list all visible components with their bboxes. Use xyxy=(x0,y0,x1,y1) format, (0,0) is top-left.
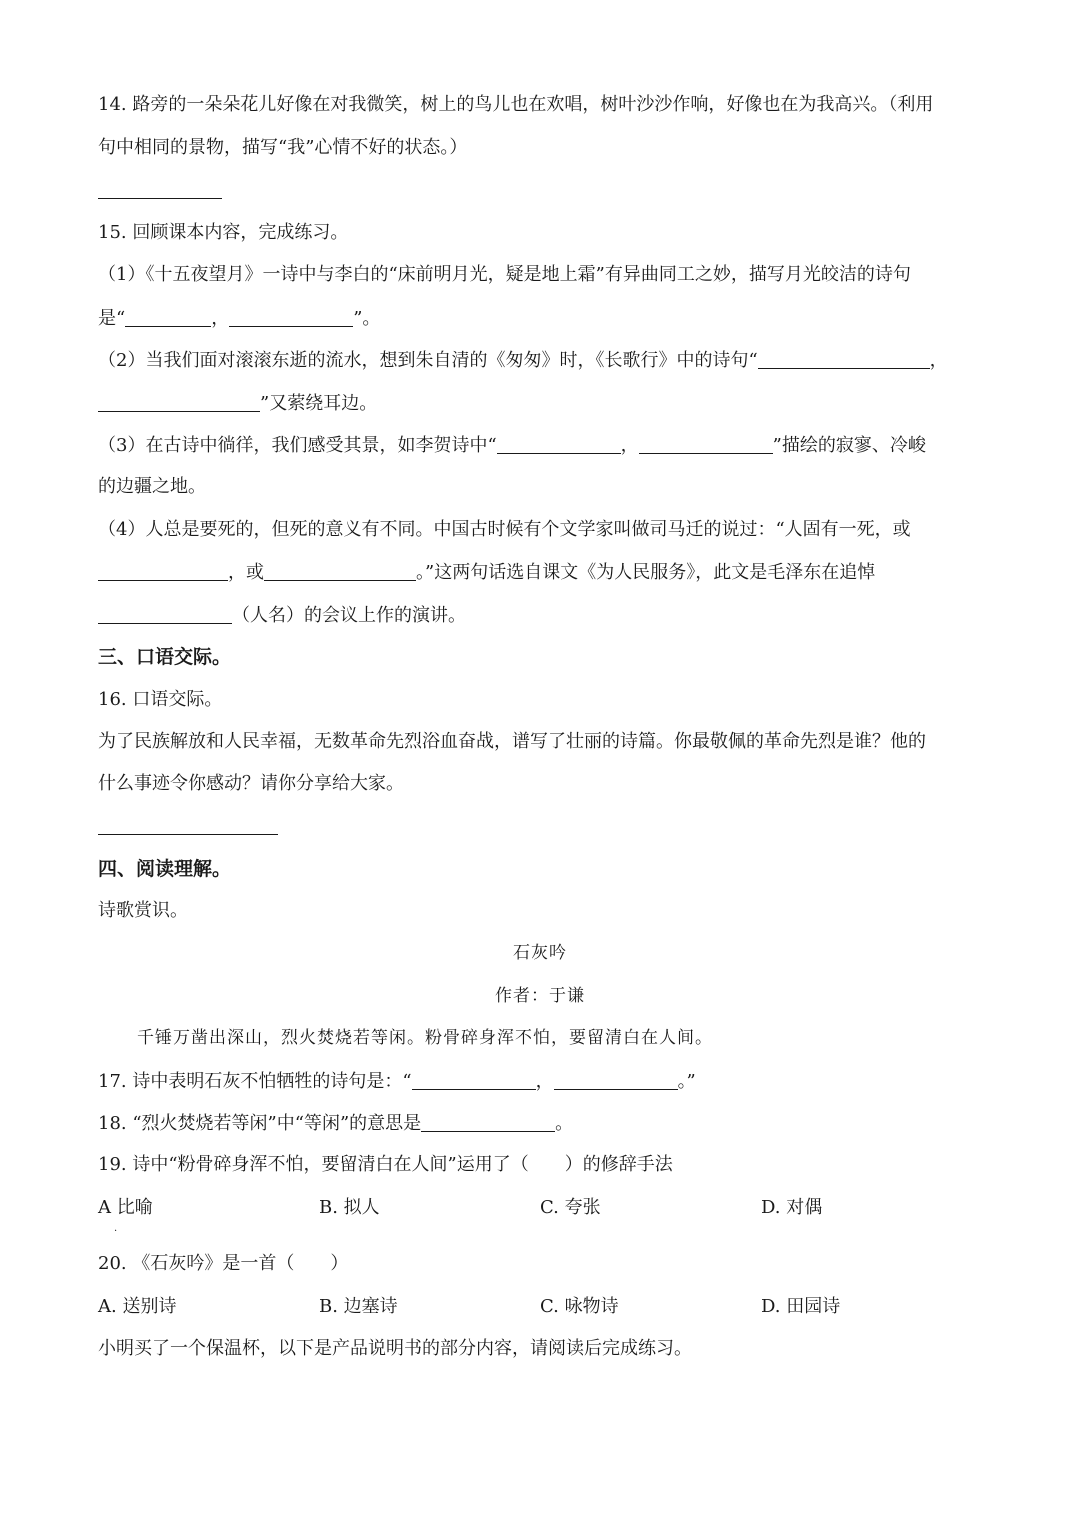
q18-line xyxy=(98,1111,988,1136)
q20-question: 20. 《石灰吟》是一首（ ） xyxy=(98,1253,349,1274)
q15-part3-line-2: 的边疆之地。 xyxy=(98,476,206,497)
q15-part1-suffix: ”。 xyxy=(353,308,381,329)
q15-part1-comma: ， xyxy=(211,308,230,329)
q16-answer-line[interactable] xyxy=(98,834,278,835)
poem-author: 作者：于谦 xyxy=(495,986,585,1006)
q18-suffix: 。 xyxy=(555,1113,574,1134)
q18-blank[interactable] xyxy=(421,1111,555,1132)
section-4-heading: 四、阅读理解。 xyxy=(98,858,232,880)
q15-part4-blank-3[interactable] xyxy=(98,603,232,624)
q14-line-2: 句中相同的景物，描写“我”心情不好的状态。） xyxy=(98,137,468,158)
q15-part3-comma: ， xyxy=(620,435,639,456)
q15-part3-blank-2[interactable] xyxy=(639,433,773,454)
q19-option-d[interactable]: D. 对偶 xyxy=(761,1197,823,1218)
q17-suffix: 。” xyxy=(677,1071,696,1092)
q15-part3-text: （3）在古诗中徜徉，我们感受其景，如李贺诗中“ xyxy=(98,435,497,456)
q17-blank-1[interactable] xyxy=(412,1069,536,1090)
closing-text: 小明买了一个保温杯，以下是产品说明书的部分内容，请阅读后完成练习。 xyxy=(98,1338,692,1359)
q15-part2-blank-2[interactable] xyxy=(98,391,260,412)
q15-part4-line-3 xyxy=(98,603,988,628)
q18-text: 18. “烈火焚烧若等闲”中“等闲”的意思是 xyxy=(98,1113,422,1134)
q19-option-a[interactable]: A 比喻 xyxy=(98,1197,153,1218)
q15-part2-line-1 xyxy=(98,348,988,373)
q15-part2-comma: ， xyxy=(929,350,948,371)
q20-option-c[interactable]: C. 咏物诗 xyxy=(540,1296,619,1317)
q15-part4-line-1: （4）人总是要死的，但死的意义有不同。中国古时候有个文学家叫做司马迁的说过：“人固有一死，或 xyxy=(98,519,911,540)
q15-title: 15. 回顾课本内容，完成练习。 xyxy=(98,222,349,243)
q20-option-b[interactable]: B. 边塞诗 xyxy=(319,1296,398,1317)
q15-part1-prefix: 是“ xyxy=(98,308,126,329)
poem-title: 石灰吟 xyxy=(513,943,567,963)
q16-line-2: 什么事迹令你感动？请你分享给大家。 xyxy=(98,773,404,794)
q15-part3-blank-1[interactable] xyxy=(497,433,621,454)
q15-part4-or: ，或 xyxy=(228,562,264,583)
q15-part2-line-2 xyxy=(98,391,988,416)
q15-part2-blank-1[interactable] xyxy=(758,348,930,369)
q15-part3-suffix: ”描绘的寂寥、冷峻 xyxy=(772,435,926,456)
q20-option-d[interactable]: D. 田园诗 xyxy=(761,1296,841,1317)
q19-option-c[interactable]: C. 夸张 xyxy=(540,1197,601,1218)
q17-text: 17. 诗中表明石灰不怕牺牲的诗句是：“ xyxy=(98,1071,412,1092)
poem-text: 千锤万凿出深山，烈火焚烧若等闲。粉骨碎身浑不怕，要留清白在人间。 xyxy=(137,1028,713,1048)
q14-line-1: 14. 路旁的一朵朵花儿好像在对我微笑，树上的鸟儿也在欢唱，树叶沙沙作响，好像也在为我高兴。（利用 xyxy=(98,94,934,115)
q14-answer-line[interactable] xyxy=(98,198,222,199)
q17-blank-2[interactable] xyxy=(554,1069,678,1090)
q17-comma: ， xyxy=(535,1071,554,1092)
q19-option-b[interactable]: B. 拟人 xyxy=(319,1197,380,1218)
q20-option-a[interactable]: A. 送别诗 xyxy=(98,1296,177,1317)
q15-part2-text: （2）当我们面对滚滚东逝的流水，想到朱自清的《匆匆》时，《长歌行》中的诗句“ xyxy=(98,350,758,371)
q15-part1-blank-2[interactable] xyxy=(229,306,353,327)
q19-question: 19. 诗中“粉骨碎身浑不怕，要留清白在人间”运用了（ ）的修辞手法 xyxy=(98,1154,673,1175)
q15-part1-line-2 xyxy=(98,306,988,331)
q16-title: 16. 口语交际。 xyxy=(98,689,223,710)
reading-intro: 诗歌赏识。 xyxy=(98,900,188,921)
q15-part1-line-1: （1）《十五夜望月》一诗中与李白的“床前明月光，疑是地上霜”有异曲同工之妙，描写月光皎洁的诗句 xyxy=(98,264,911,285)
section-3-heading: 三、口语交际。 xyxy=(98,646,232,668)
q19-option-a-dot: . xyxy=(114,1223,118,1234)
q15-part4-suffix: （人名）的会议上作的演讲。 xyxy=(232,605,466,626)
q15-part4-line-2 xyxy=(98,560,988,585)
q15-part4-text: 。”这两句话选自课文《为人民服务》，此文是毛泽东在追悼 xyxy=(416,562,876,583)
q15-part4-blank-1[interactable] xyxy=(98,560,228,581)
q15-part1-blank-1[interactable] xyxy=(125,306,211,327)
q15-part3-line-1 xyxy=(98,433,988,458)
q15-part4-blank-2[interactable] xyxy=(264,560,416,581)
q17-line xyxy=(98,1069,988,1094)
q15-part2-suffix: ”又萦绕耳边。 xyxy=(260,393,378,414)
q16-line-1: 为了民族解放和人民幸福，无数革命先烈浴血奋战，谱写了壮丽的诗篇。你最敬佩的革命先烈是谁？他的 xyxy=(98,731,926,752)
